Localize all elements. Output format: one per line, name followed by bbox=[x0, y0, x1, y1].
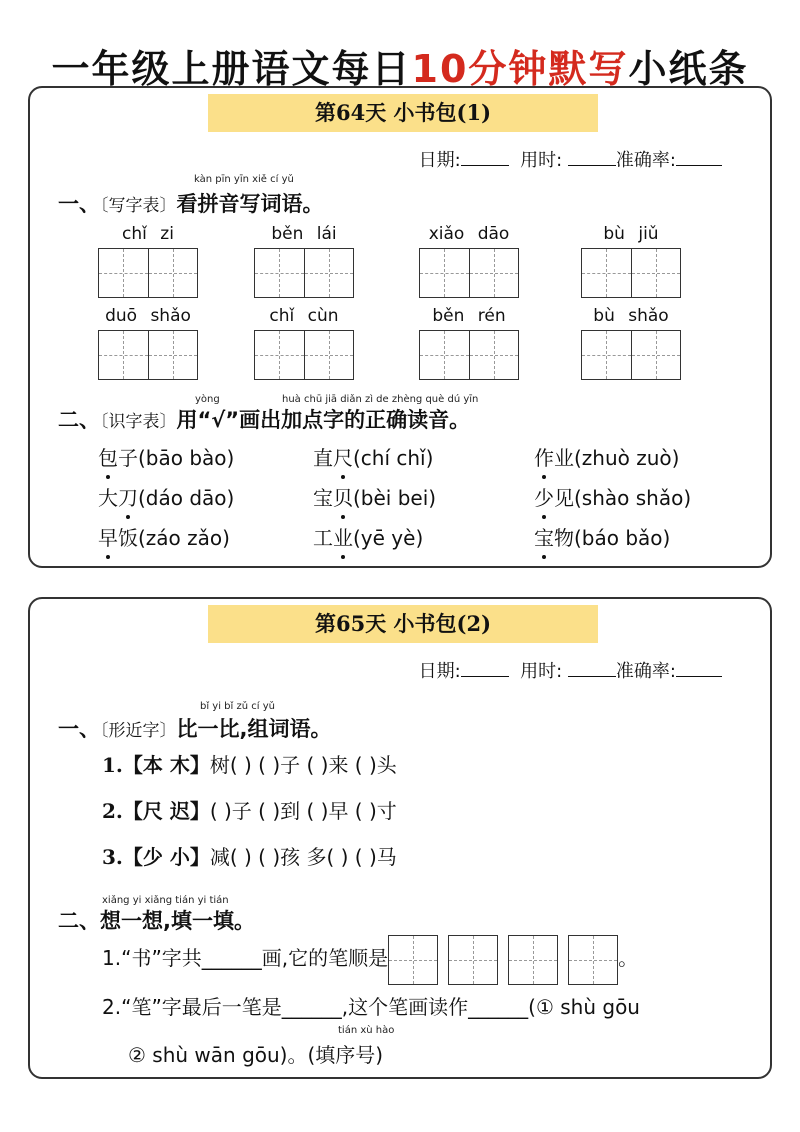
day64-card bbox=[28, 86, 772, 568]
reading-item[interactable]: 直尺(chí chǐ) bbox=[313, 442, 433, 471]
time-blank[interactable] bbox=[568, 662, 616, 677]
day64-meta: 日期: 用时: 准确率: bbox=[419, 146, 722, 172]
reading-item[interactable]: 大刀(dáo dāo) bbox=[98, 482, 234, 511]
compare-row-2[interactable]: 2.【尺 迟】( )子 ( )到 ( )早 ( )寸 bbox=[102, 799, 397, 823]
reading-item[interactable]: 早饭(záo zǎo) bbox=[98, 522, 230, 551]
day64-sec1-heading: 一、〔写字表〕看拼音写词语。 bbox=[58, 192, 324, 216]
word-box-5[interactable]: duō shǎo bbox=[98, 306, 198, 380]
day65-sec1-heading: 一、〔形近字〕比一比,组词语。 bbox=[58, 717, 332, 741]
accuracy-blank[interactable] bbox=[676, 662, 722, 677]
day65-card bbox=[28, 597, 772, 1079]
stroke-box[interactable] bbox=[508, 935, 558, 985]
word-box-7[interactable]: běn rén bbox=[419, 306, 519, 380]
stroke-box[interactable] bbox=[568, 935, 618, 985]
sec2-pinyin-2: huà chū jiā diǎn zì de zhèng què dú yīn bbox=[282, 394, 479, 405]
word-box-1[interactable]: chǐ zi bbox=[98, 224, 198, 298]
stroke-box[interactable] bbox=[448, 935, 498, 985]
day65-header: 第65天 小书包(2) bbox=[208, 605, 598, 643]
q3-pinyin: tián xù hào bbox=[338, 1025, 395, 1036]
stroke-count-question[interactable]: 1.“书”字共______画,它的笔顺是 。 bbox=[102, 933, 638, 985]
title-highlight: 10分钟默写 bbox=[411, 47, 629, 91]
reading-item[interactable]: 少见(shào shǎo) bbox=[534, 482, 691, 511]
last-stroke-question[interactable]: 2.“笔”字最后一笔是______,这个笔画读作______(① shù gōu bbox=[102, 995, 640, 1019]
stroke-box[interactable] bbox=[388, 935, 438, 985]
compare-row-1[interactable]: 1.【本 木】树( ) ( )子 ( )来 ( )头 bbox=[102, 753, 397, 777]
reading-item[interactable]: 宝物(báo bǎo) bbox=[534, 522, 670, 551]
word-box-2[interactable]: běn lái bbox=[254, 224, 354, 298]
sec2-pinyin-1: yòng bbox=[195, 394, 220, 405]
reading-item[interactable]: 工业(yē yè) bbox=[313, 522, 423, 551]
day64-sec2-heading: 二、〔识字表〕用“√”画出加点字的正确读音。 bbox=[58, 408, 471, 432]
reading-item[interactable]: 宝贝(bèi bei) bbox=[313, 482, 436, 511]
day64-header: 第64天 小书包(1) bbox=[208, 94, 598, 132]
word-box-3[interactable]: xiǎo dāo bbox=[419, 224, 519, 298]
sec1-pinyin: kàn pīn yīn xiě cí yǔ bbox=[194, 174, 294, 185]
compare-row-3[interactable]: 3.【少 小】减( ) ( )孩 多( ) ( )马 bbox=[102, 845, 397, 869]
day65-sec2-heading: 二、想一想,填一填。 bbox=[58, 909, 255, 933]
reading-item[interactable]: 作业(zhuò zuò) bbox=[534, 442, 679, 471]
word-box-8[interactable]: bù shǎo bbox=[581, 306, 681, 380]
sec1-pinyin: bǐ yi bǐ zǔ cí yǔ bbox=[200, 701, 275, 712]
date-blank[interactable] bbox=[461, 151, 509, 166]
options-line: ② shù wān gōu)。(填序号) bbox=[128, 1043, 384, 1067]
sec2-pinyin: xiǎng yi xiǎng tián yi tián bbox=[102, 895, 229, 906]
word-box-4[interactable]: bù jiǔ bbox=[581, 224, 681, 298]
reading-item[interactable]: 包子(bāo bào) bbox=[98, 442, 234, 471]
time-blank[interactable] bbox=[568, 151, 616, 166]
day65-meta: 日期: 用时: 准确率: bbox=[419, 657, 722, 683]
date-blank[interactable] bbox=[461, 662, 509, 677]
accuracy-blank[interactable] bbox=[676, 151, 722, 166]
word-box-6[interactable]: chǐ cùn bbox=[254, 306, 354, 380]
page-title: 一年级上册语文每日10分钟默写小纸条 bbox=[51, 47, 749, 91]
